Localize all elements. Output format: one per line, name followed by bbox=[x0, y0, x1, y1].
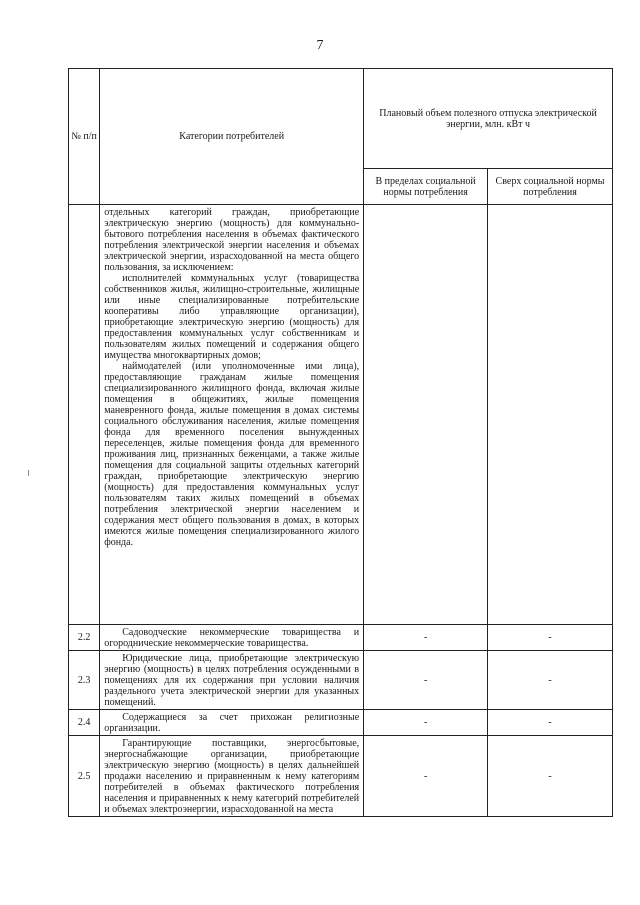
row-above-value: - bbox=[488, 710, 613, 736]
table-row bbox=[69, 651, 613, 710]
row-category bbox=[100, 710, 364, 736]
table-row bbox=[69, 736, 613, 817]
header-within-norm: В пределах социальной нормы потребления bbox=[364, 169, 488, 205]
row-within-value: - bbox=[364, 736, 488, 817]
row-number: 2.3 bbox=[69, 651, 100, 710]
row-within-value: - bbox=[364, 625, 488, 651]
row-number: 2.5 bbox=[69, 736, 100, 817]
header-num: № п/п bbox=[69, 69, 100, 205]
row-above-value: - bbox=[488, 736, 613, 817]
header-plan: Плановый объем полезного отпуска электрической энергии, млн. кВт ч bbox=[364, 69, 613, 169]
row-above-value: - bbox=[488, 651, 613, 710]
row-number bbox=[69, 205, 100, 625]
table-row bbox=[69, 710, 613, 736]
header-category: Категории потребителей bbox=[100, 69, 364, 205]
consumption-table bbox=[68, 68, 613, 817]
row-category bbox=[100, 205, 364, 625]
table-row bbox=[69, 205, 613, 625]
row-within-value bbox=[364, 205, 488, 625]
row-category bbox=[100, 736, 364, 817]
row-number: 2.4 bbox=[69, 710, 100, 736]
category-paragraph: Юридические лица, приобретающие электрическую энергию (мощность) в целях потребления осужденными в помещениях для их содержания при условии наличия раздельного учета электрической энергии для указанных помещений. bbox=[104, 653, 360, 708]
scan-mark bbox=[28, 470, 29, 476]
row-above-value: - bbox=[488, 625, 613, 651]
table-row bbox=[69, 625, 613, 651]
header-above-norm: Сверх социальной нормы потребления bbox=[488, 169, 613, 205]
category-paragraph: Гарантирующие поставщики, энергосбытовые, энергоснабжающие организации, приобретающие электрическую энергию (мощность) в целях дальнейшей продажи населению и приравненным к нему категориям потребителей в объемах фактического потребления населения и приравненных к нему категорий потребителей и объемах электроэнергии, израсходованной на места bbox=[104, 738, 360, 815]
category-paragraph: отдельных категорий граждан, приобретающие электрическую энергию (мощность) для коммунально-бытового потребления населения в объемах фактического потребления электрической энергии населения и объемах электрической энергии, израсходованной на места общего пользования, за исключением: bbox=[104, 207, 360, 273]
category-paragraph: Содержащиеся за счет прихожан религиозные организации. bbox=[104, 712, 360, 734]
page-number: 7 bbox=[316, 38, 324, 53]
row-category bbox=[100, 625, 364, 651]
row-number: 2.2 bbox=[69, 625, 100, 651]
category-paragraph: исполнителей коммунальных услуг (товарищества собственников жилья, жилищно-строительные, жилищные или иные специализированные потребительские кооперативы либо управляющие организации), приобретающие электрическую энергию (мощность) для предоставления коммунальных услуг собственникам и пользователям жилых помещений и содержания общего имущества многоквартирных домов; bbox=[104, 273, 360, 361]
category-paragraph: Садоводческие некоммерческие товарищества и огороднические некоммерческие товарищества. bbox=[104, 627, 360, 649]
row-within-value: - bbox=[364, 710, 488, 736]
category-paragraph: наймодателей (или уполномоченные ими лица), предоставляющие гражданам жилые помещения специализированного жилищного фонда, включая жилые помещения в общежитиях, жилые помещения маневренного фонда, жилые помещения в домах системы социального обслуживания населения, жилые помещения фонда для временного поселения вынужденных переселенцев, жилые помещения фонда для временного проживания лиц, признанных беженцами, а также жилые помещения для социальной защиты отдельных категорий граждан, приобретающие электрическую энергию (мощность) для предоставления коммунальных услуг пользователям таких жилых помещений в объемах потребления электрической энергии населением и содержания мест общего пользования в домах, в которых имеются жилые помещения специализированного жилого фонда. bbox=[104, 361, 360, 548]
row-within-value: - bbox=[364, 651, 488, 710]
row-above-value bbox=[488, 205, 613, 625]
row-category bbox=[100, 651, 364, 710]
